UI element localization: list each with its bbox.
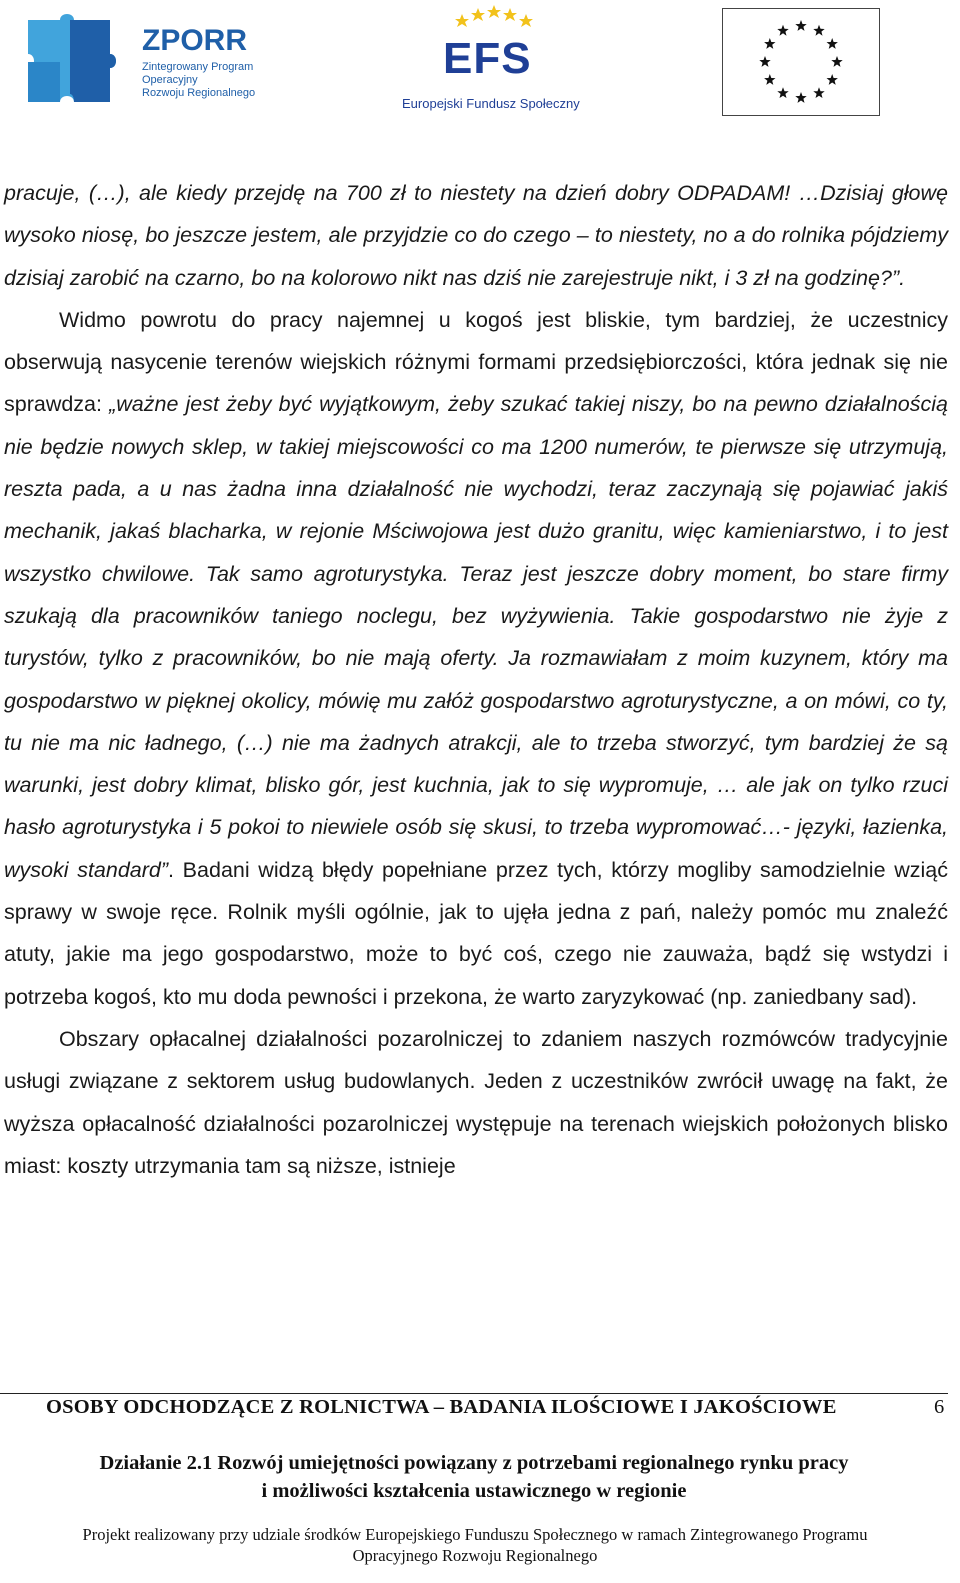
efs-subtitle: Europejski Fundusz Społeczny <box>402 96 580 111</box>
zporr-logo <box>24 10 264 110</box>
footer-project-line2: Opracyjnego Rozwoju Regionalnego <box>352 1546 598 1565</box>
eu-star-icon <box>827 38 838 49</box>
eu-star-icon <box>813 87 824 98</box>
eu-star-icon <box>777 87 788 98</box>
footer-action-line2: i możliwości kształcenia ustawicznego w regionie <box>261 1480 687 1502</box>
quote-text: „ważne jest żeby być wyjątkowym, żeby szukać takiej niszy, bo na pewno działalnością nie będzie nowych sklep, w takiej miejscowości co ma 1200 numerów, te pierwsze się utrzymują, reszta pada, a u nas żadna inna działalność nie wychodzi, teraz zaczynają się pojawiać jakiś mechanik, jakaś blacharka, w rejonie Mściwojowa jest dużo granitu, więc kamieniarstwo, i to jest wszystko chwilowe. Tak samo agroturystyka. Teraz jest jeszcze dobry moment, bo stare firmy szukają dla pracowników taniego noclegu, bez wyżywienia. Takie gospodarstwo nie żyje z turystów, tylko z pracowników, bo nie mają oferty. Ja rozmawiałam z moim kuzynem, który ma gospodarstwo w pięknej okolicy, mówię mu załóż gospodarstwo agroturystyczne, a on mówi, co ty, tu nie ma nic ładnego, (…) nie ma żadnych atrakcji, ale to trzeba stworzyć, tym bardziej że są warunki, jest dobry klimat, blisko gór, jest kuchnia, jak to się wypromuje, … ale jak on tylko rzuci hasło agroturystyka i 5 pokoi to niewiele osób się skusi, to trzeba wypromować…- języki, łazienka, wysoki standard” <box>4 392 948 882</box>
paragraph-quote-end <box>4 172 948 299</box>
eu-star-icon <box>795 92 806 103</box>
eu-star-icon <box>831 56 842 67</box>
zporr-subtitle <box>142 61 292 100</box>
eu-star-icon <box>813 25 824 36</box>
eu-star-icon <box>759 56 770 67</box>
zporr-subtitle-line1: Zintegrowany Program <box>142 61 254 73</box>
paragraph-text: . Badani widzą błędy popełniane przez tych, którzy mogliby samodzielnie wziąć sprawy w swoje ręce. Rolnik myśli ogólnie, jak to ujęła jedna z pań, należy pomóc mu znaleźć atuty, jakie ma jego gospodarstwo, może to być coś, czego nie zauważa, bądź się wstydzi i potrzeba kogoś, kto mu doda pewności i przekona, że warto zaryzykować (np. zaniedbany sad). <box>4 857 948 1009</box>
zporr-title: ZPORR <box>142 24 247 57</box>
paragraph-entrepreneurship <box>4 299 948 1018</box>
page-number: 6 <box>934 1396 945 1418</box>
quote-text: pracuje, (…), ale kiedy przejdę na 700 zł to niestety na dzień dobry ODPADAM! …Dzisiaj głowę wysoko niosę, bo jeszcze jestem, ale przyjdzie co do czego – to niestety, no a do rolnika pójdziemy dzisiaj zarobić na czarno, bo na kolorowo nikt nas dziś nie zarejestruje nikt, i 3 zł na godzinę?”. <box>4 181 948 290</box>
header-logos <box>0 0 960 130</box>
zporr-subtitle-line2: Operacyjny <box>142 74 198 86</box>
footer-action-line1: Działanie 2.1 Rozwój umiejętności powiązany z potrzebami regionalnego rynku pracy <box>99 1452 849 1474</box>
footer-project-line1: Projekt realizowany przy udziale środków Europejskiego Funduszu Społecznego w ramach Zintegrowanego Programu <box>82 1525 868 1544</box>
efs-logo <box>398 4 598 119</box>
efs-stars-icon <box>398 4 598 34</box>
body-text <box>4 172 948 1187</box>
efs-wordmark: EFS <box>443 34 532 83</box>
paragraph-text: Widmo powrotu do pracy najemnej u kogoś jest bliskie, tym bardziej, że uczestnicy obserwują nasycenie terenów wiejskich różnymi formami przedsiębiorczości, która jednak się nie sprawdza: <box>4 307 948 417</box>
footer-action <box>0 1449 948 1505</box>
footer-project <box>0 1524 950 1566</box>
eu-star-icon <box>795 20 806 31</box>
eu-stars-icon <box>723 9 879 115</box>
footer-title: OSOBY ODCHODZĄCE Z ROLNICTWA – BADANIA ILOŚCIOWE I JAKOŚCIOWE <box>46 1396 837 1418</box>
zporr-puzzle-icon <box>24 10 116 106</box>
paragraph-profitable-areas: Obszary opłacalnej działalności pozarolniczej to zdaniem naszych rozmówców tradycyjnie usługi związane z sektorem usług budowlanych. Jeden z uczestników zwrócił uwagę na fakt, że wyższa opłacalność działalności pozarolniczej występuje na terenach wiejskich położonych blisko miast: koszty utrzymania tam są niższe, istnieje <box>4 1026 948 1178</box>
eu-star-icon <box>827 74 838 85</box>
eu-star-icon <box>764 38 775 49</box>
eu-star-icon <box>777 25 788 36</box>
zporr-subtitle-line3: Rozwoju Regionalnego <box>142 87 256 99</box>
footer-divider <box>0 1393 948 1394</box>
eu-flag <box>722 8 880 116</box>
eu-star-icon <box>764 74 775 85</box>
